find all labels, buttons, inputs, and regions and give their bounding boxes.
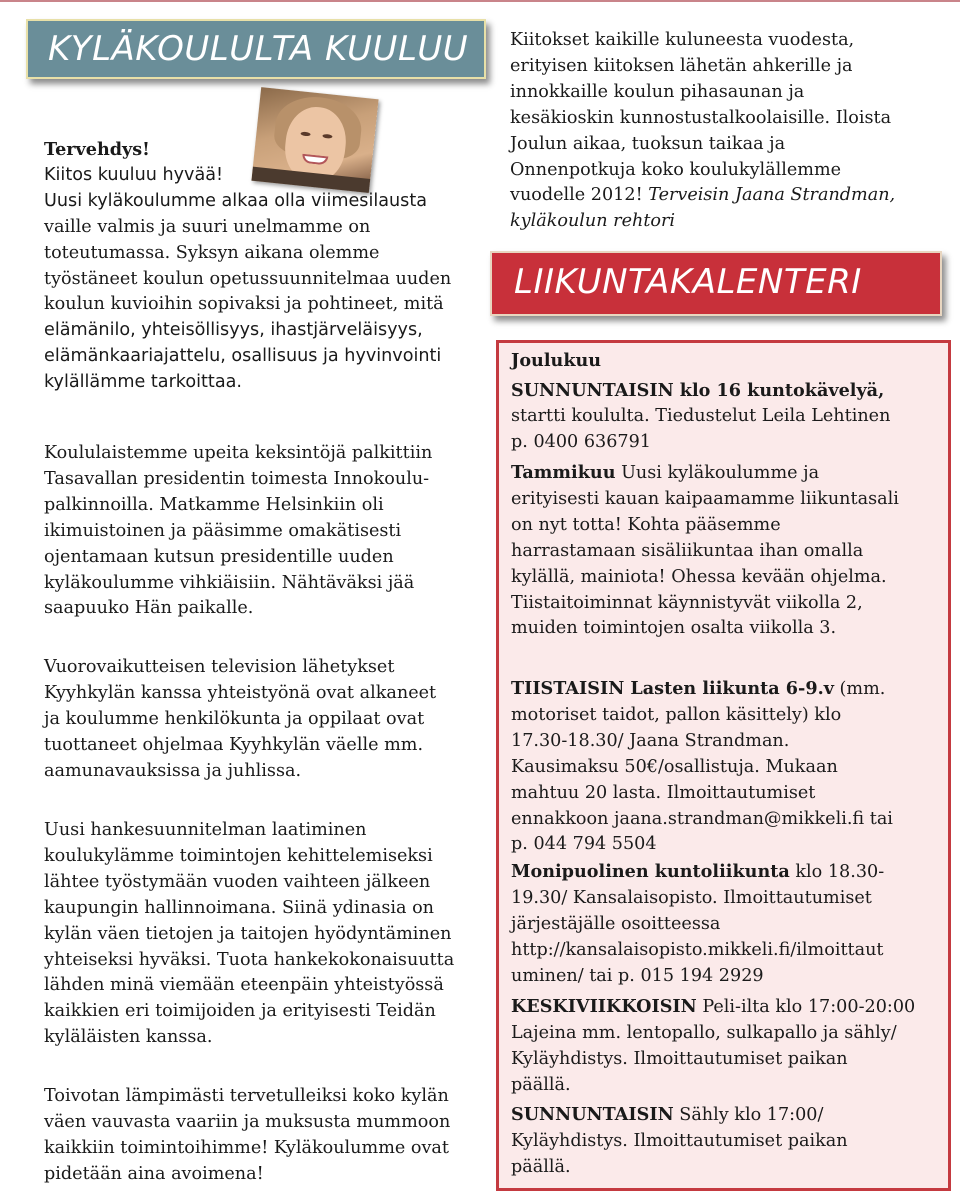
text-line: tuottaneet ohjelmaa Kyyhkylän väelle mm.	[44, 734, 424, 755]
intro-line: elämänkaariajattelu, osallisuus ja hyvinvointi	[44, 346, 442, 367]
text-line: kaikkiin toimintoihimme! Kyläkoulumme ovat	[44, 1137, 449, 1158]
signature-name: Terveisin Jaana Strandman,	[648, 185, 896, 206]
text-line: koulukylämme toimintojen kehittelemiseksi	[44, 845, 433, 866]
intro-paragraph	[44, 137, 474, 396]
text-line: lähtee työstymään vuoden vaihteen jälkeen	[44, 871, 431, 892]
month-heading: Joulukuu	[511, 350, 602, 371]
top-rule	[0, 0, 960, 2]
text-line: kyläkoulumme vihkiäisiin. Nähtäväksi jää	[44, 572, 415, 593]
text-segment: Sähly klo 17:00/	[673, 1105, 824, 1125]
greeting: Tervehdys!	[44, 139, 150, 160]
text-line	[511, 994, 947, 1021]
text-line: p. 044 794 5504	[511, 834, 657, 855]
thanks-paragraph	[510, 28, 950, 235]
text-line: Onnenpotkuja koko koulukylällemme	[510, 159, 842, 180]
text-segment: klo 18.30-	[789, 862, 885, 882]
paragraph-kyyhkyla	[44, 655, 474, 785]
text-line	[511, 1102, 947, 1129]
paragraph-innokoulu	[44, 441, 474, 622]
signature-title: kyläkoulun rehtori	[510, 211, 676, 232]
text-line: Vuorovaikutteisen television lähetykset	[44, 657, 395, 677]
section-banner-liikuntakalenteri	[490, 251, 942, 316]
intro-line: työstäneet koulun opetussuunnitelmaa uuden	[44, 268, 452, 289]
text-line	[511, 859, 947, 886]
text-segment: Peli-ilta klo 17:00-20:00	[696, 997, 916, 1017]
calendar-tammikuu	[511, 460, 947, 642]
text-line: kylällä, mainiota! Ohessa kevään ohjelma.	[511, 566, 887, 587]
text-line	[511, 460, 947, 487]
intro-line: elämänilo, yhteisöllisyys, ihastjärveläisyys,	[44, 320, 423, 341]
text-line: päällä.	[511, 1074, 571, 1095]
intro-line: Kiitos kuuluu hyvää!	[44, 164, 224, 185]
text-line: uminen/ tai p. 015 194 2929	[511, 965, 764, 986]
text-line: Toivotan lämpimästi tervetulleiksi koko kylän	[44, 1086, 449, 1106]
text-line: 17.30-18.30/ Jaana Strandman.	[511, 730, 790, 751]
text-line: motoriset taidot, pallon käsittely) klo	[511, 704, 842, 725]
text-line: Kiitokset kaikille kuluneesta vuodesta,	[510, 30, 855, 50]
text-line: Kausimaksu 50€/osallistuja. Mukaan	[511, 756, 838, 777]
text-line: Kyläyhdistys. Ilmoittautumiset paikan	[511, 1130, 848, 1151]
text-line: on nyt totta! Kohta pääsemme	[511, 514, 781, 535]
text-line: erityisesti kauan kaipaamamme liikuntasali	[511, 488, 899, 509]
text-line: Kyläyhdistys. Ilmoittautumiset paikan	[511, 1048, 848, 1069]
text-line: startti koululta. Tiedustelut Leila Lehtinen	[511, 405, 891, 426]
text-line: lähden minä viemään eteenpäin yhteistyössä	[44, 975, 444, 996]
text-line: ikimuistoinen ja pääsimme omakätisesti	[44, 520, 402, 541]
text-line: palkinnoilla. Matkamme Helsinkiin oli	[44, 494, 384, 515]
intro-line: koulun kuvioihin sopivaksi ja pohtineet, mitä	[44, 294, 444, 315]
intro-line: kylällämme tarkoittaa.	[44, 372, 242, 393]
text-line: järjestäjälle osoitteessa	[511, 913, 721, 934]
text-line: innokkaille koulun pihasaunan ja	[510, 81, 805, 102]
text-line	[511, 676, 947, 703]
text-line: Joulun aikaa, tuoksun taikaa ja	[510, 133, 786, 154]
intro-line: toteutumassa. Syksyn aikana olemme	[44, 242, 380, 263]
text-line: väen vauvasta vaariin ja muksusta mummoon	[44, 1111, 451, 1132]
text-line: Tiistaitoiminnat käynnistyvät viikolla 2,	[511, 592, 863, 613]
text-line: Lajeina mm. lentopallo, sulkapallo ja sähly/	[511, 1022, 897, 1043]
month-heading: Tammikuu	[511, 462, 616, 483]
text-line: harrastamaan sisäliikuntaa ihan omalla	[511, 540, 864, 561]
text-segment: (mm.	[833, 679, 886, 699]
text-line: kaikkien eri toimijoiden ja erityisesti Teidän	[44, 1001, 436, 1022]
text-line: ojentamaan kutsun presidentille uuden	[44, 546, 394, 567]
text-line: Uusi hankesuunnitelman laatiminen	[44, 820, 367, 840]
text-line: kylän väen tietojen ja taitojen hyödyntäminen	[44, 923, 452, 944]
banner-title: LIIKUNTAKALENTERI	[514, 262, 862, 302]
text-line: p. 0400 636791	[511, 431, 651, 452]
text-line: aamunavauksissa ja juhlissa.	[44, 760, 302, 781]
calendar-monipuolinen	[511, 859, 947, 990]
text-segment: Uusi kyläkoulumme ja	[615, 463, 820, 483]
banner-title: KYLÄKOULULTA KUULUU	[48, 29, 469, 69]
event-title: SUNNUNTAISIN klo 16 kuntokävelyä,	[511, 379, 885, 401]
event-title: Monipuolinen kuntoliikunta	[511, 861, 790, 882]
text-segment: vuodelle 2012!	[510, 185, 649, 206]
text-line: ja koulumme henkilökunta ja oppilaat ovat	[44, 708, 425, 729]
paragraph-tervetuloa	[44, 1084, 474, 1188]
text-line: saapuuko Hän paikalle.	[44, 598, 254, 619]
text-line: mahtuu 20 lasta. Ilmoittautumiset	[511, 782, 816, 803]
text-line: Tasavallan presidentin toimesta Innokoulu-	[44, 468, 430, 489]
text-line: 19.30/ Kansalaisopisto. Ilmoittautumiset	[511, 887, 872, 908]
text-line: yhteiseksi hyväksi. Tuota hankekokonaisuutta	[44, 949, 455, 970]
section-banner-kylakoululta	[26, 19, 486, 79]
text-line: Koululaistemme upeita keksintöjä palkittiin	[44, 443, 433, 463]
event-title: SUNNUNTAISIN	[511, 1104, 674, 1125]
text-line: kesäkioskin kunnostustalkoolaisille. Iloista	[510, 107, 892, 128]
calendar-keskiviikkoisin	[511, 994, 947, 1099]
calendar-tiistaisin	[511, 676, 947, 858]
text-line	[510, 183, 950, 209]
calendar-sunnuntaisin-sahly	[511, 1102, 947, 1181]
paragraph-hanke	[44, 818, 474, 1051]
text-line: pidetään aina avoimena!	[44, 1163, 264, 1184]
text-line: ennakkoon jaana.strandman@mikkeli.fi tai	[511, 808, 893, 829]
event-title: TIISTAISIN Lasten liikunta 6-9.v	[511, 678, 834, 699]
calendar-joulukuu	[511, 348, 947, 456]
intro-line: vaille valmis ja suuri unelmamme on	[44, 216, 371, 237]
text-line: päällä.	[511, 1156, 571, 1177]
text-line: erityisen kiitoksen lähetän ahkerille ja	[510, 55, 853, 76]
text-line: kaupungin hallinnoimana. Siinä ydinasia on	[44, 897, 435, 918]
text-line: muiden toimintojen osalta viikolla 3.	[511, 618, 837, 639]
intro-line: Uusi kyläkoulumme alkaa olla viimesilausta	[44, 190, 428, 211]
text-line: kyläläisten kanssa.	[44, 1027, 213, 1048]
event-title: KESKIVIIKKOISIN	[511, 996, 697, 1017]
text-line: http://kansalaisopisto.mikkeli.fi/ilmoittaut	[511, 939, 884, 960]
text-line: Kyyhkylän kanssa yhteistyönä ovat alkaneet	[44, 682, 437, 703]
